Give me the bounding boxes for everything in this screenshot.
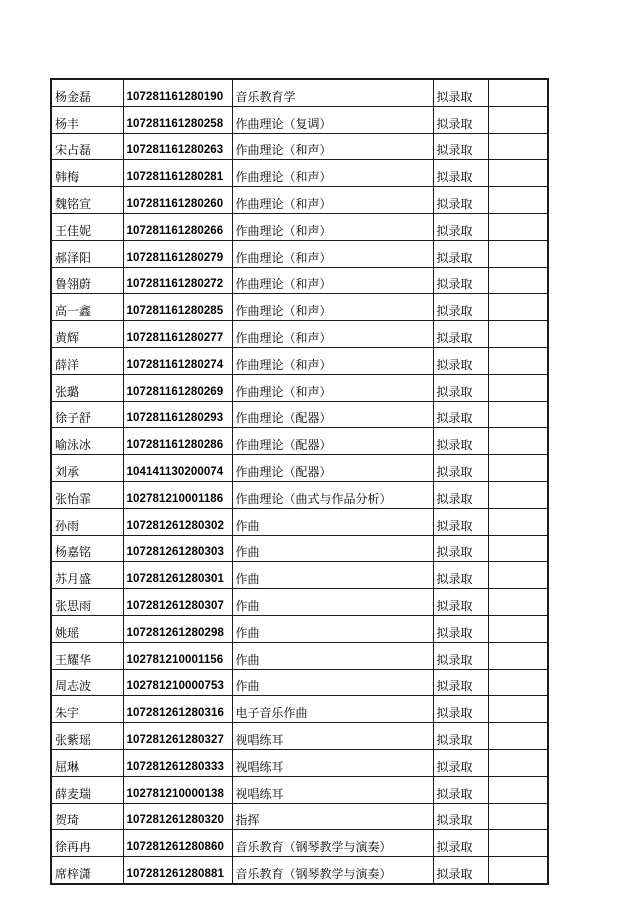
status-cell: 拟录取	[433, 213, 488, 240]
status-cell: 拟录取	[433, 562, 488, 589]
exam-id-cell: 107281161280281	[123, 160, 232, 187]
blank-cell	[488, 79, 548, 106]
major-cell: 视唱练耳	[232, 723, 433, 750]
exam-id-cell: 107281261280303	[123, 535, 232, 562]
candidate-name-cell: 刘承	[51, 455, 123, 482]
candidate-name-cell: 杨丰	[51, 106, 123, 133]
major-cell: 音乐教育（钢琴教学与演奏）	[232, 857, 433, 884]
status-cell: 拟录取	[433, 776, 488, 803]
table-row	[51, 508, 548, 535]
exam-id-cell: 107281261280860	[123, 830, 232, 857]
blank-cell	[488, 589, 548, 616]
exam-id-cell: 107281261280320	[123, 803, 232, 830]
candidate-name-cell: 杨嘉铭	[51, 535, 123, 562]
status-cell: 拟录取	[433, 401, 488, 428]
table-row	[51, 133, 548, 160]
candidate-name-cell: 鲁翎蔚	[51, 267, 123, 294]
status-cell: 拟录取	[433, 615, 488, 642]
candidate-name-cell: 苏月盛	[51, 562, 123, 589]
major-cell: 作曲	[232, 562, 433, 589]
blank-cell	[488, 187, 548, 214]
exam-id-cell: 107281261280327	[123, 723, 232, 750]
table-row	[51, 776, 548, 803]
status-cell: 拟录取	[433, 696, 488, 723]
exam-id-cell: 104141130200074	[123, 455, 232, 482]
status-cell: 拟录取	[433, 79, 488, 106]
candidate-name-cell: 郝泽阳	[51, 240, 123, 267]
blank-cell	[488, 562, 548, 589]
status-cell: 拟录取	[433, 294, 488, 321]
candidate-name-cell: 贺琦	[51, 803, 123, 830]
candidate-name-cell: 周志波	[51, 669, 123, 696]
blank-cell	[488, 508, 548, 535]
table-row	[51, 562, 548, 589]
status-cell: 拟录取	[433, 133, 488, 160]
blank-cell	[488, 347, 548, 374]
exam-id-cell: 107281261280301	[123, 562, 232, 589]
candidate-name-cell: 张思雨	[51, 589, 123, 616]
major-cell: 作曲	[232, 589, 433, 616]
blank-cell	[488, 213, 548, 240]
table-row	[51, 749, 548, 776]
candidate-name-cell: 张紫瑶	[51, 723, 123, 750]
table-row	[51, 615, 548, 642]
blank-cell	[488, 428, 548, 455]
table-row	[51, 803, 548, 830]
exam-id-cell: 107281161280263	[123, 133, 232, 160]
blank-cell	[488, 106, 548, 133]
status-cell: 拟录取	[433, 428, 488, 455]
status-cell: 拟录取	[433, 749, 488, 776]
candidate-name-cell: 朱宇	[51, 696, 123, 723]
table-row	[51, 642, 548, 669]
blank-cell	[488, 696, 548, 723]
candidate-name-cell: 王佳妮	[51, 213, 123, 240]
table-row	[51, 106, 548, 133]
table-row	[51, 535, 548, 562]
exam-id-cell: 102781210000138	[123, 776, 232, 803]
exam-id-cell: 102781210001186	[123, 481, 232, 508]
blank-cell	[488, 776, 548, 803]
exam-id-cell: 107281261280333	[123, 749, 232, 776]
major-cell: 作曲理论（配器）	[232, 401, 433, 428]
major-cell: 作曲理论（和声）	[232, 133, 433, 160]
status-cell: 拟录取	[433, 160, 488, 187]
major-cell: 作曲理论（和声）	[232, 374, 433, 401]
exam-id-cell: 107281261280298	[123, 615, 232, 642]
table-row	[51, 321, 548, 348]
table-body	[51, 79, 548, 884]
exam-id-cell: 107281161280285	[123, 294, 232, 321]
major-cell: 作曲	[232, 615, 433, 642]
exam-id-cell: 107281161280269	[123, 374, 232, 401]
blank-cell	[488, 267, 548, 294]
major-cell: 作曲理论（和声）	[232, 213, 433, 240]
candidate-name-cell: 杨金磊	[51, 79, 123, 106]
blank-cell	[488, 294, 548, 321]
status-cell: 拟录取	[433, 267, 488, 294]
major-cell: 作曲	[232, 642, 433, 669]
status-cell: 拟录取	[433, 240, 488, 267]
status-cell: 拟录取	[433, 857, 488, 884]
blank-cell	[488, 481, 548, 508]
candidate-name-cell: 姚瑶	[51, 615, 123, 642]
table-row	[51, 723, 548, 750]
table-row	[51, 213, 548, 240]
candidate-name-cell: 徐子舒	[51, 401, 123, 428]
table-row	[51, 830, 548, 857]
major-cell: 电子音乐作曲	[232, 696, 433, 723]
candidate-name-cell: 黄辉	[51, 321, 123, 348]
blank-cell	[488, 669, 548, 696]
exam-id-cell: 107281161280277	[123, 321, 232, 348]
major-cell: 作曲理论（和声）	[232, 240, 433, 267]
status-cell: 拟录取	[433, 187, 488, 214]
blank-cell	[488, 803, 548, 830]
table-row	[51, 187, 548, 214]
blank-cell	[488, 642, 548, 669]
candidate-name-cell: 薛麦瑞	[51, 776, 123, 803]
major-cell: 作曲理论（和声）	[232, 187, 433, 214]
status-cell: 拟录取	[433, 374, 488, 401]
major-cell: 作曲理论（和声）	[232, 160, 433, 187]
table-row	[51, 374, 548, 401]
major-cell: 作曲理论（和声）	[232, 294, 433, 321]
candidate-name-cell: 张璐	[51, 374, 123, 401]
candidate-name-cell: 魏铭宣	[51, 187, 123, 214]
exam-id-cell: 102781210001156	[123, 642, 232, 669]
table-row	[51, 294, 548, 321]
table-row	[51, 481, 548, 508]
blank-cell	[488, 615, 548, 642]
blank-cell	[488, 321, 548, 348]
blank-cell	[488, 857, 548, 884]
table-row	[51, 267, 548, 294]
table-row	[51, 79, 548, 106]
major-cell: 作曲	[232, 669, 433, 696]
blank-cell	[488, 160, 548, 187]
major-cell: 作曲	[232, 535, 433, 562]
status-cell: 拟录取	[433, 803, 488, 830]
blank-cell	[488, 830, 548, 857]
exam-id-cell: 107281161280260	[123, 187, 232, 214]
major-cell: 音乐教育学	[232, 79, 433, 106]
blank-cell	[488, 455, 548, 482]
major-cell: 作曲理论（和声）	[232, 347, 433, 374]
table-row	[51, 455, 548, 482]
blank-cell	[488, 535, 548, 562]
admission-list-table	[50, 78, 549, 885]
exam-id-cell: 107281161280266	[123, 213, 232, 240]
status-cell: 拟录取	[433, 669, 488, 696]
blank-cell	[488, 749, 548, 776]
table-row	[51, 160, 548, 187]
candidate-name-cell: 孙雨	[51, 508, 123, 535]
table-row	[51, 589, 548, 616]
major-cell: 作曲理论（配器）	[232, 428, 433, 455]
candidate-name-cell: 宋占磊	[51, 133, 123, 160]
blank-cell	[488, 401, 548, 428]
exam-id-cell: 107281161280293	[123, 401, 232, 428]
major-cell: 视唱练耳	[232, 776, 433, 803]
candidate-name-cell: 喻泳冰	[51, 428, 123, 455]
major-cell: 作曲理论（和声）	[232, 321, 433, 348]
status-cell: 拟录取	[433, 321, 488, 348]
exam-id-cell: 107281161280274	[123, 347, 232, 374]
table-row	[51, 669, 548, 696]
exam-id-cell: 107281161280286	[123, 428, 232, 455]
exam-id-cell: 107281161280272	[123, 267, 232, 294]
candidate-name-cell: 张怡霏	[51, 481, 123, 508]
major-cell: 作曲理论（和声）	[232, 267, 433, 294]
candidate-name-cell: 薛洋	[51, 347, 123, 374]
status-cell: 拟录取	[433, 347, 488, 374]
candidate-name-cell: 王耀华	[51, 642, 123, 669]
table-row	[51, 240, 548, 267]
table-row	[51, 428, 548, 455]
blank-cell	[488, 133, 548, 160]
blank-cell	[488, 240, 548, 267]
status-cell: 拟录取	[433, 535, 488, 562]
status-cell: 拟录取	[433, 830, 488, 857]
table-row	[51, 857, 548, 884]
candidate-name-cell: 屈琳	[51, 749, 123, 776]
major-cell: 视唱练耳	[232, 749, 433, 776]
exam-id-cell: 107281261280302	[123, 508, 232, 535]
exam-id-cell: 107281161280279	[123, 240, 232, 267]
exam-id-cell: 107281261280881	[123, 857, 232, 884]
major-cell: 指挥	[232, 803, 433, 830]
exam-id-cell: 107281161280190	[123, 79, 232, 106]
exam-id-cell: 107281161280258	[123, 106, 232, 133]
candidate-name-cell: 韩梅	[51, 160, 123, 187]
major-cell: 作曲理论（曲式与作品分析）	[232, 481, 433, 508]
table-row	[51, 401, 548, 428]
status-cell: 拟录取	[433, 723, 488, 750]
major-cell: 作曲理论（复调）	[232, 106, 433, 133]
status-cell: 拟录取	[433, 481, 488, 508]
blank-cell	[488, 723, 548, 750]
table-row	[51, 696, 548, 723]
candidate-name-cell: 高一鑫	[51, 294, 123, 321]
exam-id-cell: 102781210000753	[123, 669, 232, 696]
status-cell: 拟录取	[433, 642, 488, 669]
major-cell: 音乐教育（钢琴教学与演奏）	[232, 830, 433, 857]
status-cell: 拟录取	[433, 589, 488, 616]
major-cell: 作曲	[232, 508, 433, 535]
exam-id-cell: 107281261280316	[123, 696, 232, 723]
table-row	[51, 347, 548, 374]
status-cell: 拟录取	[433, 106, 488, 133]
major-cell: 作曲理论（配器）	[232, 455, 433, 482]
candidate-name-cell: 徐再冉	[51, 830, 123, 857]
exam-id-cell: 107281261280307	[123, 589, 232, 616]
blank-cell	[488, 374, 548, 401]
candidate-name-cell: 席梓潇	[51, 857, 123, 884]
status-cell: 拟录取	[433, 508, 488, 535]
status-cell: 拟录取	[433, 455, 488, 482]
